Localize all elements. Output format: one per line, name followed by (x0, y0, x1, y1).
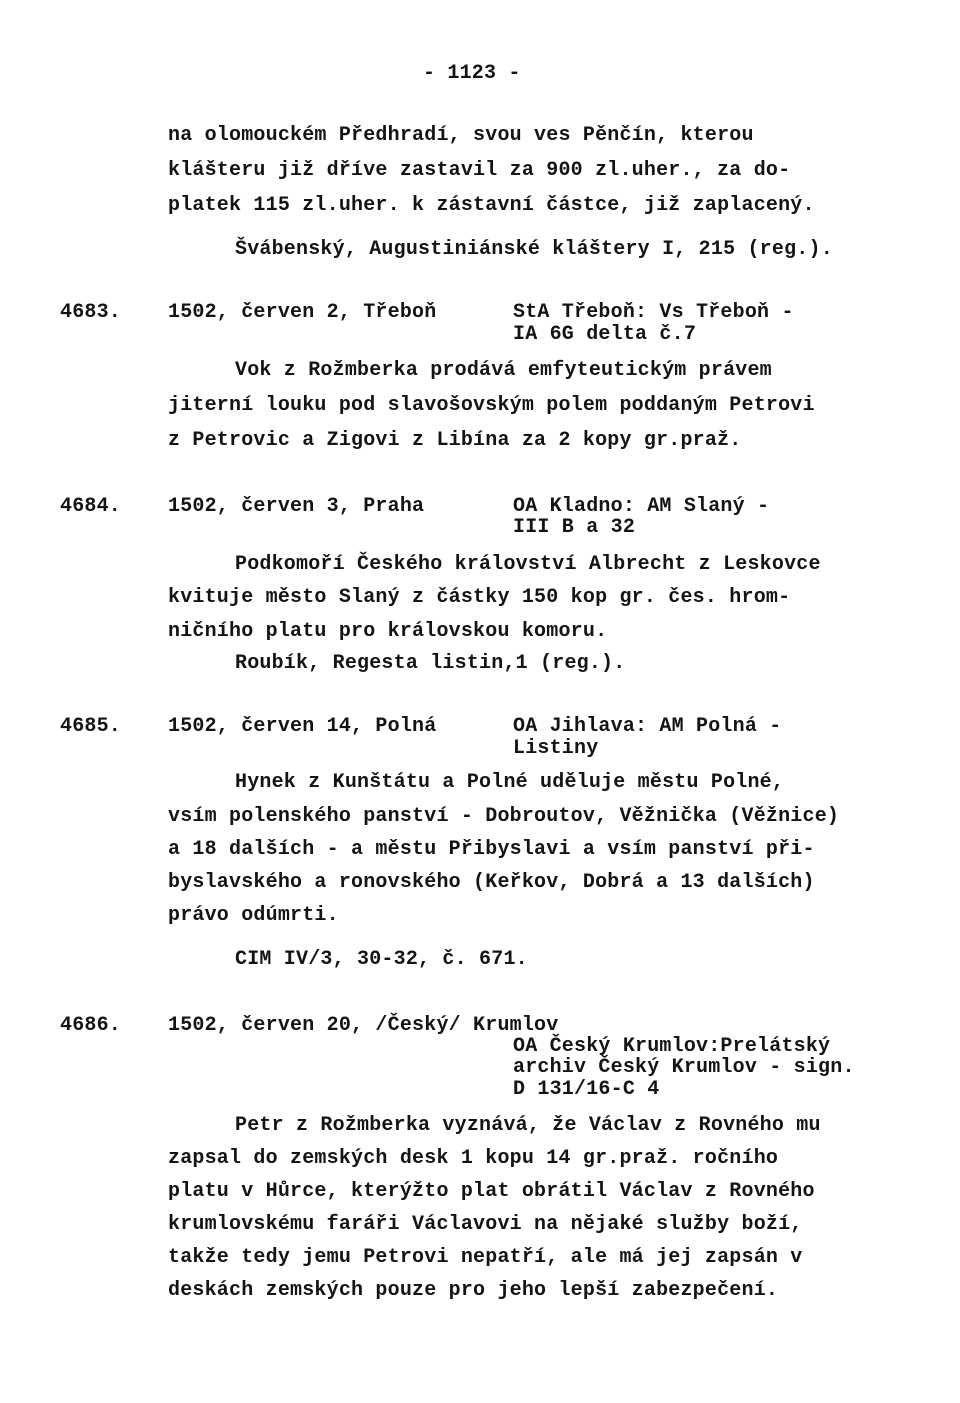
entry-text-line: Podkomoří Českého království Albrecht z Leskovce (235, 553, 821, 576)
entry-text-line: deskách zemských pouze pro jeho lepší zabezpečení. (168, 1279, 779, 1302)
entry-archive-line: OA Český Krumlov:Prelátský (513, 1035, 831, 1058)
entry-date-place: 1502, červen 2, Třeboň (168, 301, 437, 324)
entry-citation: CIM IV/3, 30-32, č. 671. (235, 948, 528, 971)
entry-number: 4686. (60, 1014, 122, 1037)
entry-archive-line: III B a 32 (513, 516, 636, 539)
entry-text-line: takže tedy jemu Petrovi nepatří, ale má jej zapsán v (168, 1246, 803, 1269)
entry-archive-line: IA 6G delta č.7 (513, 323, 697, 346)
entry-number: 4684. (60, 495, 122, 518)
entry-text-line: Petr z Rožmberka vyznává, že Václav z Rovného mu (235, 1114, 821, 1137)
entry-text-line: jiterní louku pod slavošovským polem poddaným Petrovi (168, 394, 815, 417)
entry-text-line: platu v Hůrce, kterýžto plat obrátil Václav z Rovného (168, 1180, 815, 1203)
entry-number: 4683. (60, 301, 122, 324)
entry-archive-line: Listiny (513, 737, 599, 760)
entry-citation: Roubík, Regesta listin,1 (reg.). (235, 652, 626, 675)
intro-line: klášteru již dříve zastavil za 900 zl.uher., za do- (168, 159, 791, 182)
entry-text-line: vsím polenského panství - Dobroutov, Věžnička (Věžnice) (168, 805, 840, 828)
entry-archive-line: StA Třeboň: Vs Třeboň - (513, 301, 794, 324)
entry-archive-line: D 131/16-C 4 (513, 1078, 660, 1101)
intro-line: na olomouckém Předhradí, svou ves Pěnčín, kterou (168, 124, 754, 147)
entry-archive-line: OA Kladno: AM Slaný - (513, 495, 770, 518)
intro-citation: Švábenský, Augustiniánské kláštery I, 215 (reg.). (235, 238, 833, 261)
entry-date-place: 1502, červen 20, /Český/ Krumlov (168, 1014, 559, 1037)
entry-archive-line: OA Jihlava: AM Polná - (513, 715, 782, 738)
entry-text-line: zapsal do zemských desk 1 kopu 14 gr.praž. ročního (168, 1147, 779, 1170)
entry-text-line: a 18 dalších - a městu Přibyslavi a vsím panství při- (168, 838, 815, 861)
intro-line: platek 115 zl.uher. k zástavní částce, již zaplacený. (168, 194, 815, 217)
entry-text-line: Vok z Rožmberka prodává emfyteutickým právem (235, 359, 772, 382)
entry-text-line: právo odúmrti. (168, 904, 339, 927)
entry-text-line: Hynek z Kunštátu a Polné uděluje městu Polné, (235, 771, 785, 794)
entry-archive-line: archiv Český Krumlov - sign. (513, 1056, 855, 1079)
entry-text-line: ničního platu pro královskou komoru. (168, 620, 608, 643)
entry-number: 4685. (60, 715, 122, 738)
entry-date-place: 1502, červen 3, Praha (168, 495, 425, 518)
page-number: - 1123 - (423, 62, 521, 85)
entry-text-line: kvituje město Slaný z částky 150 kop gr. čes. hrom- (168, 586, 791, 609)
entry-text-line: z Petrovic a Zigovi z Libína za 2 kopy gr.praž. (168, 429, 742, 452)
entry-text-line: krumlovskému faráři Václavovi na nějaké služby boží, (168, 1213, 803, 1236)
entry-text-line: byslavského a ronovského (Keřkov, Dobrá a 13 dalších) (168, 871, 815, 894)
entry-date-place: 1502, červen 14, Polná (168, 715, 437, 738)
